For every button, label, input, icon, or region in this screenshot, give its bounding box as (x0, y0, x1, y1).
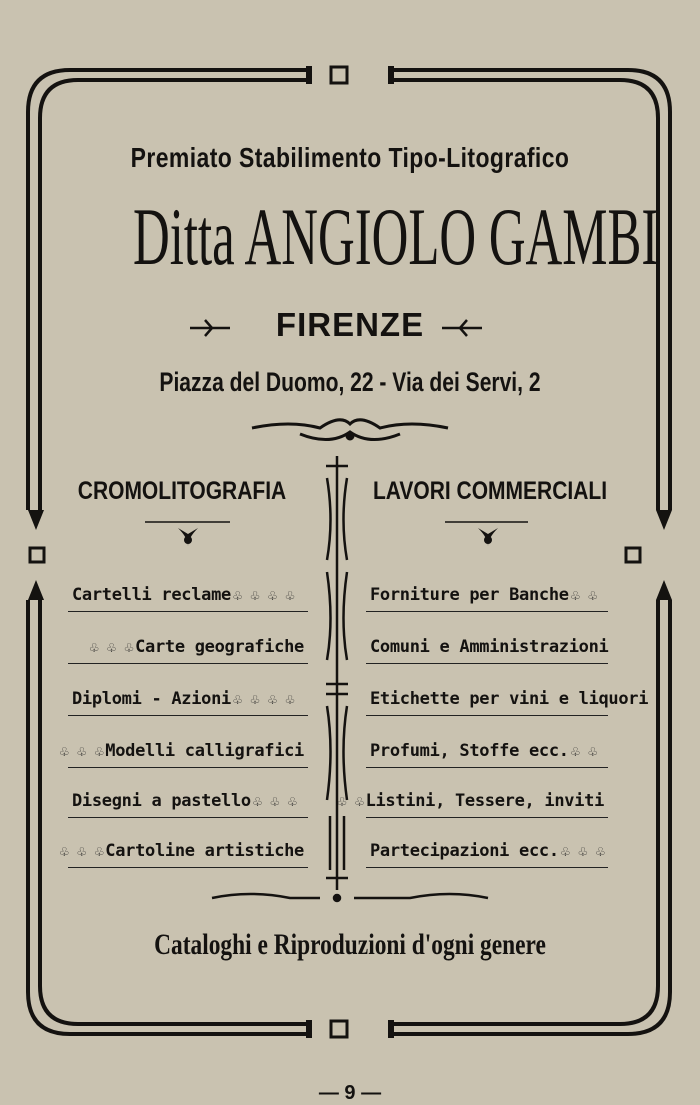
item-text: Listini, Tessere, inviti (365, 791, 604, 811)
list-item (59, 822, 308, 868)
list-item (366, 670, 649, 716)
city-name: FIRENZE (275, 306, 425, 343)
list-item (366, 822, 608, 868)
ornament-icon: ♧ ♧ ♧ ♧ (232, 691, 295, 709)
right-square-ornament (626, 548, 640, 562)
ornament-icon: ♧ ♧ ♧ (89, 639, 134, 657)
item-text: Disegni a pastello (72, 791, 251, 811)
item-text: Profumi, Stoffe ecc. (370, 741, 569, 761)
left-column-title: CROMOLITOGRAFIA (77, 477, 287, 505)
ornament-icon: ♧ ♧ (570, 743, 597, 761)
left-square-ornament (30, 548, 44, 562)
list-item (59, 722, 308, 768)
item-text: Etichette per vini e liquori (370, 689, 649, 709)
ornament-icon: ♧ ♧ ♧ (59, 843, 104, 861)
list-item (68, 772, 308, 818)
subtitle: Premiato Stabilimento Tipo-Litografico (130, 142, 570, 173)
page-number: — 9 — (318, 1082, 382, 1104)
flourish-ornament (252, 420, 448, 440)
list-item (366, 566, 608, 612)
ornament-icon: ♧ ♧ (570, 587, 597, 605)
item-text: Modelli calligrafici (105, 741, 304, 761)
list-item (68, 566, 308, 612)
center-divider (326, 456, 348, 890)
address: Piazza del Duomo, 22 - Via dei Servi, 2 (159, 367, 541, 397)
ornament-icon: ♧ ♧ ♧ (252, 793, 297, 811)
item-text: Forniture per Banche (370, 585, 569, 605)
company-name: Ditta ANGIOLO GAMBI (133, 191, 659, 282)
list-item (366, 722, 608, 768)
tagline: Cataloghi e Riproduzioni d'ogni genere (154, 928, 546, 961)
item-text: Cartoline artistiche (105, 841, 304, 861)
ornament-icon: ♧ ♧ ♧ ♧ (232, 587, 295, 605)
list-item (366, 618, 608, 664)
lower-flourish (212, 894, 488, 901)
right-column-title: LAVORI COMMERCIALI (372, 477, 608, 505)
top-square-ornament (331, 67, 347, 83)
list-item (68, 618, 308, 664)
item-text: Cartelli reclame (72, 585, 231, 605)
ornament-icon: ♧ ♧ (337, 793, 364, 811)
item-text: Comuni e Amministrazioni (370, 637, 609, 657)
ornament-icon: ♧ ♧ ♧ (560, 843, 605, 861)
item-text: Carte geografiche (135, 637, 304, 657)
list-item (337, 772, 608, 818)
bottom-square-ornament (331, 1021, 347, 1037)
ornament-icon: ♧ ♧ ♧ (59, 743, 104, 761)
list-item (68, 670, 308, 716)
item-text: Partecipazioni ecc. (370, 841, 559, 861)
item-text: Diplomi - Azioni (72, 689, 231, 709)
